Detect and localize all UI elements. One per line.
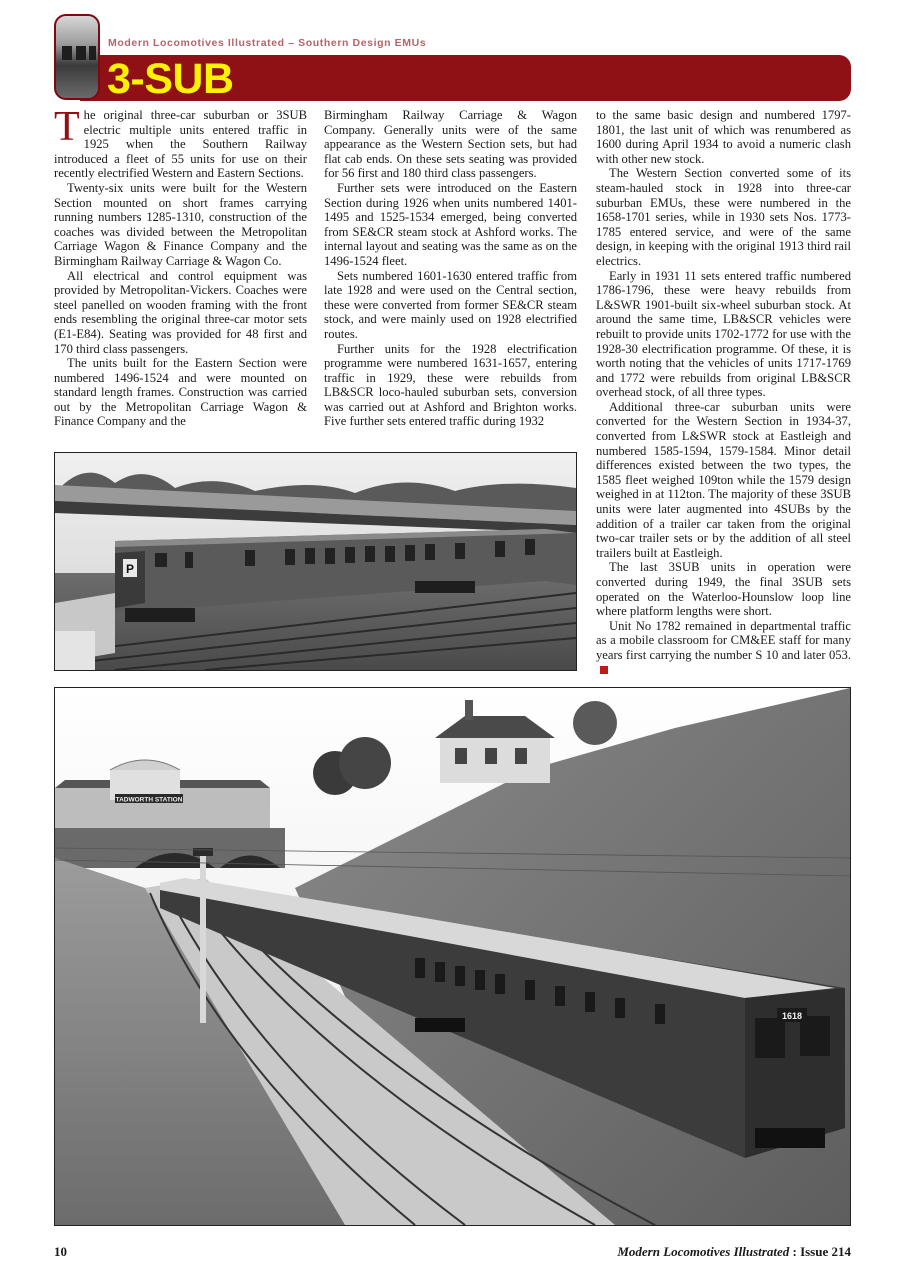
article-paragraph: The Western Section converted some of its steam-hauled stock in 1928 into three-car suburban EMUs, these were numbered in the 1658-1701 series, while in 1930 sets Nos. 1773-1785 entered service, and were of the same design, in keeping with the original 1913 third rail electrics.: [596, 166, 851, 268]
article-paragraph: All electrical and control equipment was provided by Metropolitan-Vickers. Coaches were steel panelled on wooden framing with the front ends resembling the original three-car motor sets (E1-E84). Seating was provided for 48 first and 170 third class passengers.: [54, 268, 307, 356]
article-paragraph: Additional three-car suburban units were converted for the Western Section in 1934-37, converted from L&SWR stock at Eastleigh and numbered 1585-1594, 1579-1584. Minor detail differences existed between the two types, the 1585 fleet weighed 109ton while the 1579 design weighed in at 112ton. The majority of these 3SUB units were later augmented into 4SUBs by the addition of a trailer car taken from the original two-car trailer sets or by the addition of all steel trailers built at Eastleigh.: [596, 399, 851, 560]
article-paragraph: Further sets were introduced on the Eastern Section during 1926 when units numbered 1401-1495 and 1525-1534 emerged, being converted from SE&CR steam stock at Ashford works. The internal layout and seating was the same as on the 1496-1524 fleet.: [324, 180, 577, 268]
drop-cap: T: [54, 104, 80, 150]
article-column-3: [596, 108, 851, 677]
cab-letter: P: [125, 562, 135, 576]
station-sign: TADWORTH STATION: [115, 796, 183, 804]
footer-publication: [617, 1244, 851, 1260]
article-paragraph: The original three-car suburban or 3SUB electric multiple units entered traffic in 1925 when the Southern Railway introduced a fleet of 55 units for use on their recently electrified Western and Eastern Sections.: [54, 104, 307, 181]
unit-number: 1618: [781, 1011, 803, 1021]
article-paragraph: Birmingham Railway Carriage & Wagon Company. Generally units were of the same appearance as the Western Section sets, but had flat cab ends. On these sets seating was provided for 56 first and 180 third class passengers.: [324, 108, 577, 181]
issue-number: : Issue 214: [792, 1244, 851, 1259]
article-paragraph: Further units for the 1928 electrification programme were numbered 1631-1657, entering traffic in 1929, these were rebuilds from LB&SCR loco-hauled suburban sets, conversion was carried out at Ashford and Brighton works. Five further sets entered traffic during 1932: [324, 341, 577, 429]
article-column-1: [54, 104, 307, 429]
article-paragraph: The last 3SUB units in operation were converted during 1949, the final 3SUB sets operated on the Waterloo-Hounslow loop line where platform lengths were short.: [596, 560, 851, 619]
article-paragraph: Sets numbered 1601-1630 entered traffic from late 1928 and were used on the Central section, these were converted from former SE&CR steam stock, and were mainly used on 1928 electrified routes.: [324, 268, 577, 341]
section-kicker: Modern Locomotives Illustrated – Southern Design EMUs: [108, 37, 427, 49]
article-column-2: [324, 108, 577, 429]
photo-train-near-tadworth-station: [54, 687, 851, 1226]
article-paragraph: Early in 1931 11 sets entered traffic numbered 1786-1796, these were heavy rebuilds from L&SWR 1901-built six-wheel suburban stock. At around the same time, LB&SCR vehicles were rebuilt to provide units 1702-1772 for use with the 1928-30 electrification programme. Of these, it is worth noting that the vehicles of units 1717-1769 and 1772 were rebuilds from original LB&SCR overhead stock, of all three types.: [596, 268, 851, 400]
page-number: 10: [54, 1244, 67, 1259]
photo-train-at-platform: [54, 452, 577, 671]
header-thumbnail-photo: [54, 14, 100, 100]
page-title: 3-SUB: [107, 55, 234, 103]
article-paragraph: Unit No 1782 remained in departmental traffic as a mobile classroom for CM&EE staff for many years first carrying the number S 10 and later 053.: [596, 619, 851, 677]
magazine-title: Modern Locomotives Illustrated: [617, 1244, 790, 1259]
end-of-article-icon: [600, 666, 608, 674]
article-paragraph: to the same basic design and numbered 1797-1801, the last unit of which was renumbered as 1600 during April 1934 to avoid a numeric clash with other new stock.: [596, 108, 851, 166]
article-paragraph: The units built for the Eastern Section were numbered 1496-1524 and were mounted on standard length frames. Construction was carried out by the Metropolitan Carriage Wagon & Finance Company and the: [54, 356, 307, 429]
article-paragraph: Twenty-six units were built for the Western Section mounted on short frames carrying running numbers 1285-1310, construction of the coaches was divided between the Metropolitan Carriage Wagon & Finance Company and the Birmingham Railway Carriage & Wagon Co.: [54, 180, 307, 268]
